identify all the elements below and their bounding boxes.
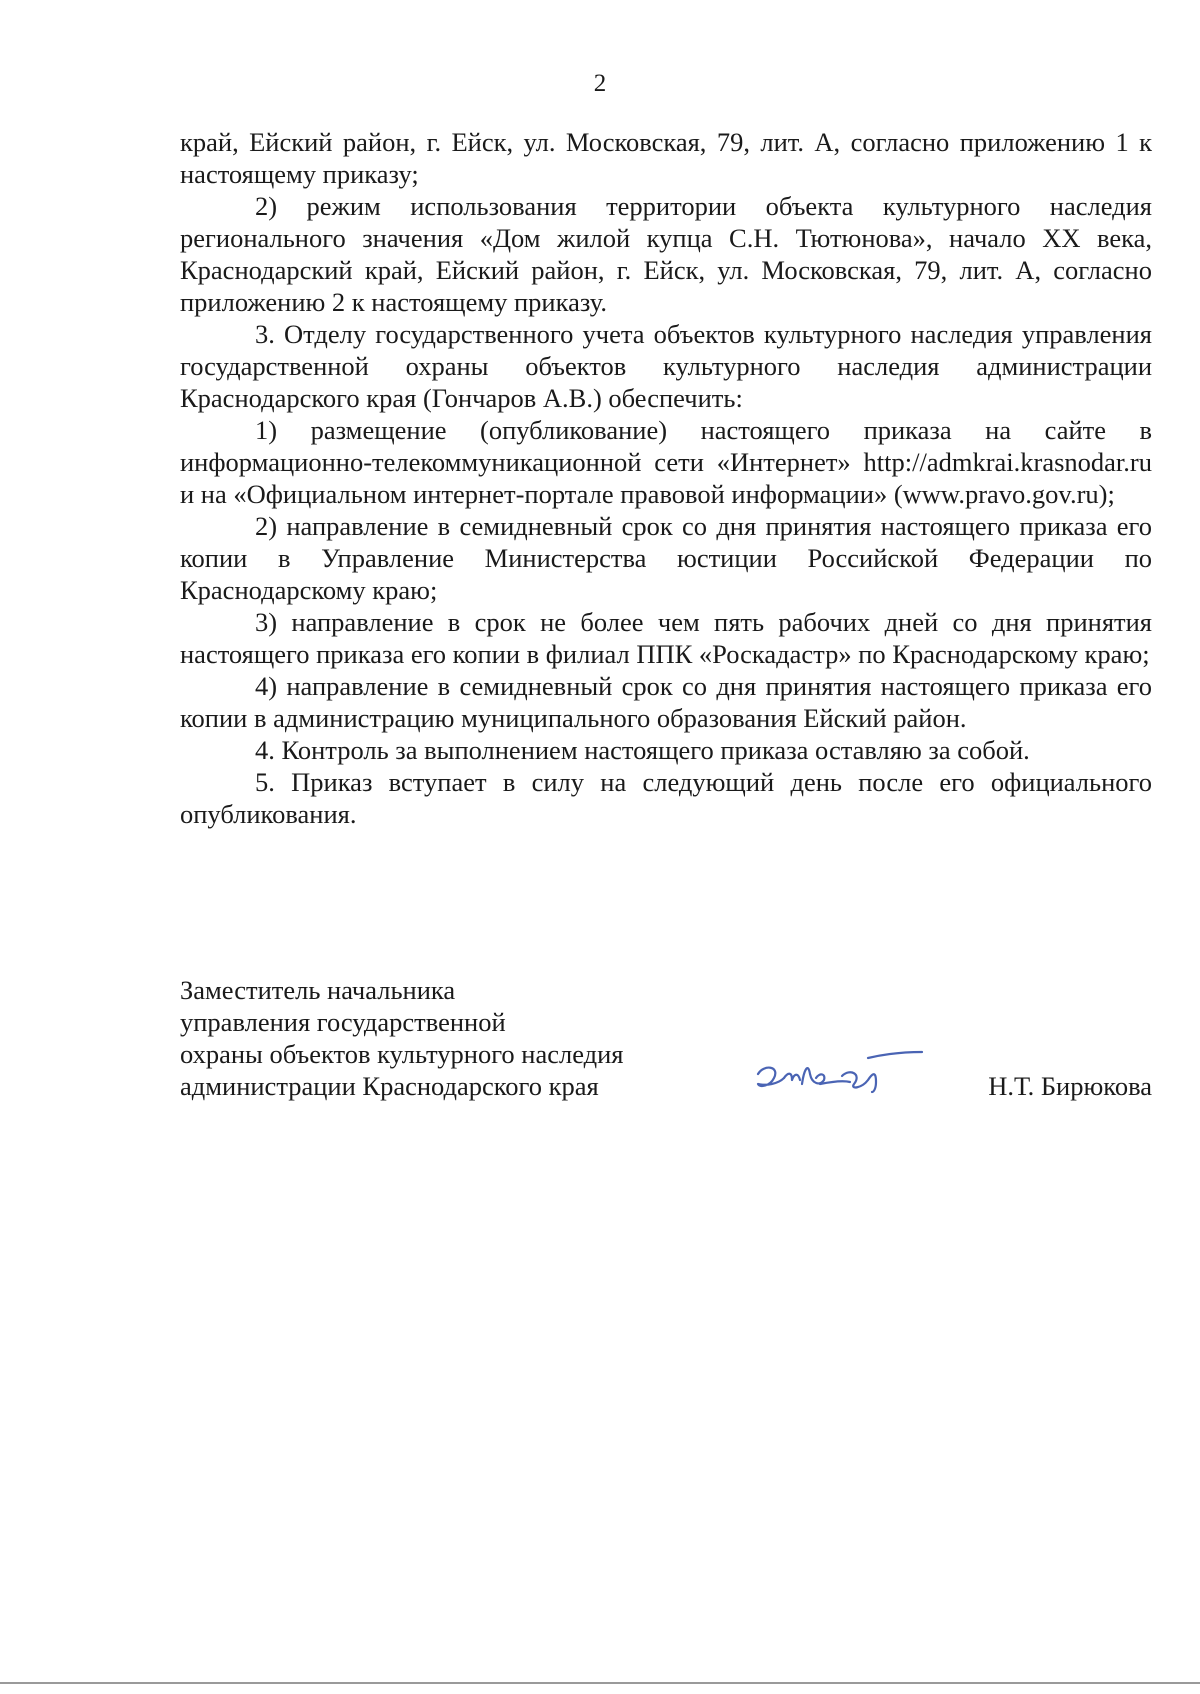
paragraph-department-instruction: 3. Отделу государственного учета объектов культурного наследия управления государственной охраны объектов культурного наследия администрации Краснодарского края (Гончаров А.В.) обеспечить: bbox=[180, 319, 1152, 413]
signer-position-line: управления государственной bbox=[180, 1007, 506, 1037]
signature-block bbox=[180, 974, 1160, 1106]
paragraph-roskadastr: 3) направление в срок не более чем пять рабочих дней со дня принятия настоящего приказа его копии в филиал ППК «Роскадастр» по Краснодарскому краю; bbox=[180, 607, 1152, 669]
paragraph-effective-date: 5. Приказ вступает в силу на следующий день после его официального опубликования. bbox=[180, 767, 1152, 829]
paragraph-continuation: край, Ейский район, г. Ейск, ул. Московская, 79, лит. А, согласно приложению 1 к настоящему приказу; bbox=[180, 127, 1152, 189]
signer-name: Н.Т. Бирюкова bbox=[988, 1071, 1152, 1101]
signer-position-line: охраны объектов культурного наследия bbox=[180, 1039, 624, 1069]
signer-position-line: администрации Краснодарского края bbox=[180, 1071, 599, 1101]
paragraph-municipal-administration: 4) направление в семидневный срок со дня принятия настоящего приказа его копии в администрацию муниципального образования Ейский район. bbox=[180, 671, 1152, 733]
paragraph-ministry-of-justice: 2) направление в семидневный срок со дня принятия настоящего приказа его копии в Управление Министерства юстиции Российской Федерации по Краснодарскому краю; bbox=[180, 511, 1152, 605]
document-body bbox=[180, 126, 1152, 830]
paragraph-control: 4. Контроль за выполнением настоящего приказа оставляю за собой. bbox=[255, 735, 1030, 765]
handwritten-signature bbox=[750, 1044, 925, 1106]
signer-position-line: Заместитель начальника bbox=[180, 975, 456, 1005]
page-number: 2 bbox=[593, 70, 607, 97]
page-bottom-edge bbox=[0, 1682, 1200, 1684]
paragraph-territory-regime: 2) режим использования территории объекта культурного наследия регионального значения «Дом жилой купца С.Н. Тютюнова», начало XX века, Краснодарский край, Ейский район, г. Ейск, ул. Московская, 79, лит. А, согласно приложению 2 к настоящему приказу. bbox=[180, 191, 1152, 317]
paragraph-publication: 1) размещение (опубликование) настоящего приказа на сайте в информационно-телекоммуникационной сети «Интернет» http://admkrai.krasnodar.ru и на «Официальном интернет-портале правовой информации» (www.pravo.gov.ru); bbox=[180, 415, 1152, 509]
